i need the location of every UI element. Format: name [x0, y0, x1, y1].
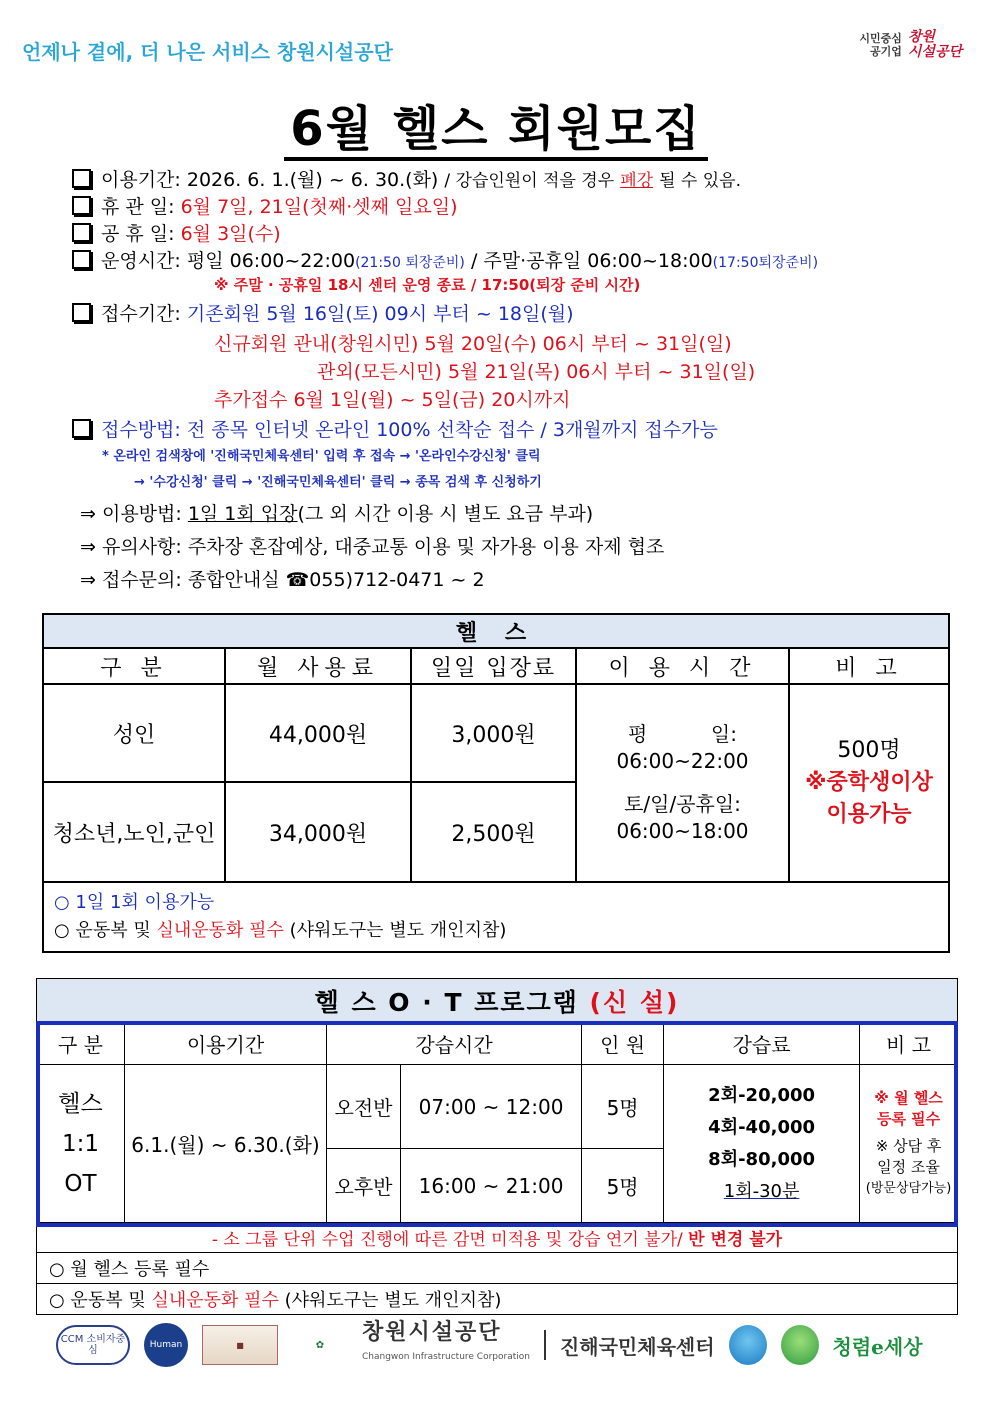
ot-col-capacity: 인 원	[582, 1023, 664, 1065]
footnote-2-post: (샤워도구는 별도 개인지참)	[289, 920, 507, 941]
logo-script2: 시설공단	[907, 44, 962, 60]
method-step2: → '수강신청' 클릭 → '진해국민체육센터' 클릭 → 종목 검색 후 신청하기	[134, 475, 542, 490]
period-note-red: 폐강	[620, 171, 654, 191]
row-monthly: 34,000원	[225, 782, 411, 882]
ot-session-capacity: 5명	[582, 1149, 664, 1223]
closed-value: 6월 7일, 21일(첫째·셋째 일요일)	[180, 196, 458, 218]
usage-value: 1일 1회 입장	[187, 503, 298, 525]
corp-logo	[859, 30, 962, 60]
ot-fee-2: 2회-20,000	[708, 1084, 816, 1106]
method-step2-line	[72, 469, 962, 499]
hours-line	[72, 246, 962, 273]
ot-note2-2: 일정 조율	[877, 1158, 940, 1176]
ot-category-3: OT	[64, 1170, 97, 1197]
caution-line	[72, 532, 962, 565]
hours-weekend-value: 06:00~18:00	[616, 819, 749, 843]
center-name: 진해국민체육센터	[559, 1334, 715, 1359]
holiday-label: 공 휴 일:	[101, 223, 175, 245]
header-slogan: 언제나 곁에, 더 나은 서비스 창원시설공단	[22, 40, 393, 64]
ot-table-title	[37, 979, 958, 1023]
footnote-1: ○ 1일 1회 이용가능	[54, 892, 215, 913]
hours-weekend: / 주말·공휴일 06:00~18:00	[470, 250, 713, 272]
footer-logos	[56, 1320, 936, 1370]
usage-value-rest: (그 외 시간 이용 시 별도 요금 부과)	[297, 503, 594, 525]
holiday-line	[72, 219, 962, 246]
logo-script1: 창원	[907, 29, 935, 45]
holiday-value: 6월 3일(수)	[180, 223, 281, 245]
mascot-icon	[729, 1325, 767, 1365]
ot-col-category: 구 분	[37, 1023, 125, 1065]
col-note: 비 고	[789, 648, 949, 684]
reg-new-outer: 관외(모든시민) 5월 21일(목) 06시 부터 ~ 31일(일)	[317, 361, 756, 383]
ot-foot2-pre: ○ 운동복 및	[49, 1290, 146, 1311]
logo-text	[859, 32, 902, 58]
checkbox-icon	[72, 169, 91, 188]
row-daily: 2,500원	[411, 782, 576, 882]
row-monthly: 44,000원	[225, 684, 411, 782]
method-step1-line	[72, 443, 962, 469]
ot-foot2-red: 실내운동화 필수	[151, 1290, 279, 1311]
checkbox-icon	[72, 223, 91, 242]
hours-warning: ※ 주말 · 공휴일 18시 센터 운영 종료 / 17:50(퇴장 준비 시간)	[214, 276, 641, 294]
corp-name-kr: 창원시설공단	[362, 1320, 502, 1345]
certification-logo: ■	[202, 1325, 278, 1365]
divider	[544, 1330, 546, 1360]
note-age-2: 이용가능	[826, 802, 912, 827]
ot-footer-note	[37, 1223, 958, 1253]
ot-foot-2	[37, 1284, 958, 1315]
ot-col-fee: 강습료	[664, 1023, 860, 1065]
page-title-text: 6월 헬스 회원모집	[284, 101, 707, 161]
row-category: 청소년,노인,군인	[43, 782, 225, 882]
ot-title-main: 헬 스 O · T 프로그램	[314, 987, 579, 1017]
closed-line	[72, 192, 962, 219]
hours-cell	[576, 684, 789, 882]
period-value: 2026. 6. 1.(월) ~ 6. 30.(화)	[186, 169, 439, 191]
note-cell	[789, 684, 949, 882]
period-note-post: 될 수 있음.	[659, 171, 742, 191]
col-monthly: 월 사용료	[225, 648, 411, 684]
ot-note1-2: 등록 필수	[876, 1110, 941, 1128]
hours-label: 운영시간:	[101, 250, 181, 272]
note-age-1: ※중학생이상	[805, 770, 933, 795]
checkbox-icon	[72, 303, 91, 322]
method-label: 접수방법:	[101, 419, 181, 441]
reg-new-line	[72, 329, 962, 357]
footnote-2	[54, 917, 938, 945]
hours-weekday-note: (21:50 퇴장준비)	[355, 255, 465, 271]
health-table	[42, 613, 950, 953]
method-line	[72, 415, 962, 443]
corp-name	[362, 1321, 530, 1369]
page-title	[0, 90, 992, 159]
hours-weekday: 평일 06:00~22:00	[186, 250, 356, 272]
row-category: 성인	[43, 684, 225, 782]
footnote-2-red: 실내운동화 필수	[156, 920, 284, 941]
ot-fee-single: 1회-30분	[723, 1180, 800, 1202]
ot-session-time: 16:00 ~ 21:00	[401, 1149, 582, 1223]
ot-fee-cell	[664, 1065, 860, 1223]
ot-note2-1: ※ 상담 후	[875, 1137, 942, 1155]
contact-line	[72, 565, 962, 598]
hours-warning-line	[72, 273, 962, 299]
ot-table	[36, 978, 958, 1315]
ot-note1-1: ※ 월 헬스	[874, 1089, 943, 1107]
logo-line1: 시민중심	[859, 32, 902, 45]
ot-fee-8: 8회-80,000	[708, 1148, 816, 1170]
hours-weekday-label: 평 일:	[628, 722, 737, 746]
usage-line	[72, 499, 962, 532]
ot-category-1: 헬스	[58, 1090, 103, 1117]
ot-category-cell	[37, 1065, 125, 1223]
caution-label: ⇒ 유의사항:	[80, 536, 182, 558]
period-line	[72, 165, 962, 192]
swirl-logo: ✿	[315, 1339, 325, 1351]
ot-foot-1: ○ 월 헬스 등록 필수	[37, 1253, 958, 1284]
ot-note2-3: (방문상담가능)	[865, 1181, 952, 1196]
checkbox-icon	[72, 196, 91, 215]
table-row	[43, 684, 949, 782]
health-table-title: 헬 스	[43, 614, 949, 648]
logo-line2: 공기업	[870, 45, 902, 58]
ot-footer-pre: - 소 그룹 단위 수업 진행에 따른 감면 미적용 및 강습 연기 불가/	[211, 1230, 683, 1250]
reg-add-line	[72, 385, 962, 415]
period-note: / 강습인원이 적을 경우	[444, 171, 615, 191]
note-capacity: 500명	[837, 738, 901, 763]
closed-label: 휴 관 일:	[101, 196, 175, 218]
reg-label: 접수기간:	[101, 303, 181, 325]
reg-additional: 추가접수 6월 1일(월) ~ 5일(금) 20시까지	[214, 389, 571, 411]
contact-value: 종합안내실 ☎055)712-0471 ~ 2	[187, 569, 485, 591]
usage-label: ⇒ 이용방법:	[80, 503, 182, 525]
checkbox-icon	[72, 250, 91, 269]
col-daily: 일일 입장료	[411, 648, 576, 684]
ot-col-time: 강습시간	[327, 1023, 582, 1065]
mascot-icon	[781, 1325, 819, 1365]
footnote-2-pre: ○ 운동복 및	[54, 920, 151, 941]
hours-weekday-value: 06:00~22:00	[616, 749, 749, 773]
method-value: 전 종목 인터넷 온라인 100% 선착순 접수 / 3개월까지 접수가능	[186, 419, 718, 441]
reg-outer-line	[72, 357, 962, 385]
ot-session-time: 07:00 ~ 12:00	[401, 1065, 582, 1149]
ot-table-wrap	[36, 978, 958, 1315]
ccm-logo: CCM 소비자중심	[56, 1325, 130, 1365]
contact-label: ⇒ 접수문의:	[80, 569, 182, 591]
col-hours: 이 용 시 간	[576, 648, 789, 684]
reg-new-inner: 신규회원 관내(창원시민) 5월 20일(수) 06시 부터 ~ 31일(일)	[214, 333, 732, 355]
caution-value: 주차장 혼잡예상, 대중교통 이용 및 자가용 이용 자제 협조	[187, 536, 665, 558]
period-label: 이용기간:	[101, 169, 181, 191]
row-daily: 3,000원	[411, 684, 576, 782]
corp-name-en: Changwon Infrastructure Corporation	[362, 1352, 530, 1362]
ot-footer-red: 반 변경 불가	[688, 1230, 783, 1250]
col-category: 구 분	[43, 648, 225, 684]
checkbox-icon	[72, 419, 91, 438]
info-section	[72, 165, 962, 598]
reg-existing: 기존회원 5월 16일(토) 09시 부터 ~ 18일(월)	[186, 303, 574, 325]
ot-period: 6.1.(월) ~ 6.30.(화)	[125, 1065, 327, 1223]
ot-category-2: 1:1	[61, 1130, 99, 1157]
ot-col-period: 이용기간	[125, 1023, 327, 1065]
ot-title-red: (신 설)	[589, 987, 680, 1017]
ot-note-cell	[860, 1065, 958, 1223]
health-notes	[43, 882, 949, 952]
integrity-slogan: 청렴e세상	[832, 1334, 923, 1359]
hours-weekend-note: (17:50퇴장준비)	[712, 255, 819, 271]
ot-col-note: 비 고	[860, 1023, 958, 1065]
logo-script	[908, 30, 962, 60]
ot-session-capacity: 5명	[582, 1065, 664, 1149]
hours-weekend-label: 토/일/공휴일:	[624, 792, 741, 816]
ot-session-name: 오전반	[327, 1065, 401, 1149]
ot-session-name: 오후반	[327, 1149, 401, 1223]
method-step1: * 온라인 검색창에 '진해국민체육센터' 입력 후 접속 → '온라인수강신청' 클릭	[102, 449, 541, 464]
ot-foot2-post: (샤워도구는 별도 개인지참)	[284, 1290, 502, 1311]
ot-fee-4: 4회-40,000	[708, 1116, 816, 1138]
reg-line	[72, 299, 962, 329]
human-logo: Human	[144, 1323, 188, 1367]
